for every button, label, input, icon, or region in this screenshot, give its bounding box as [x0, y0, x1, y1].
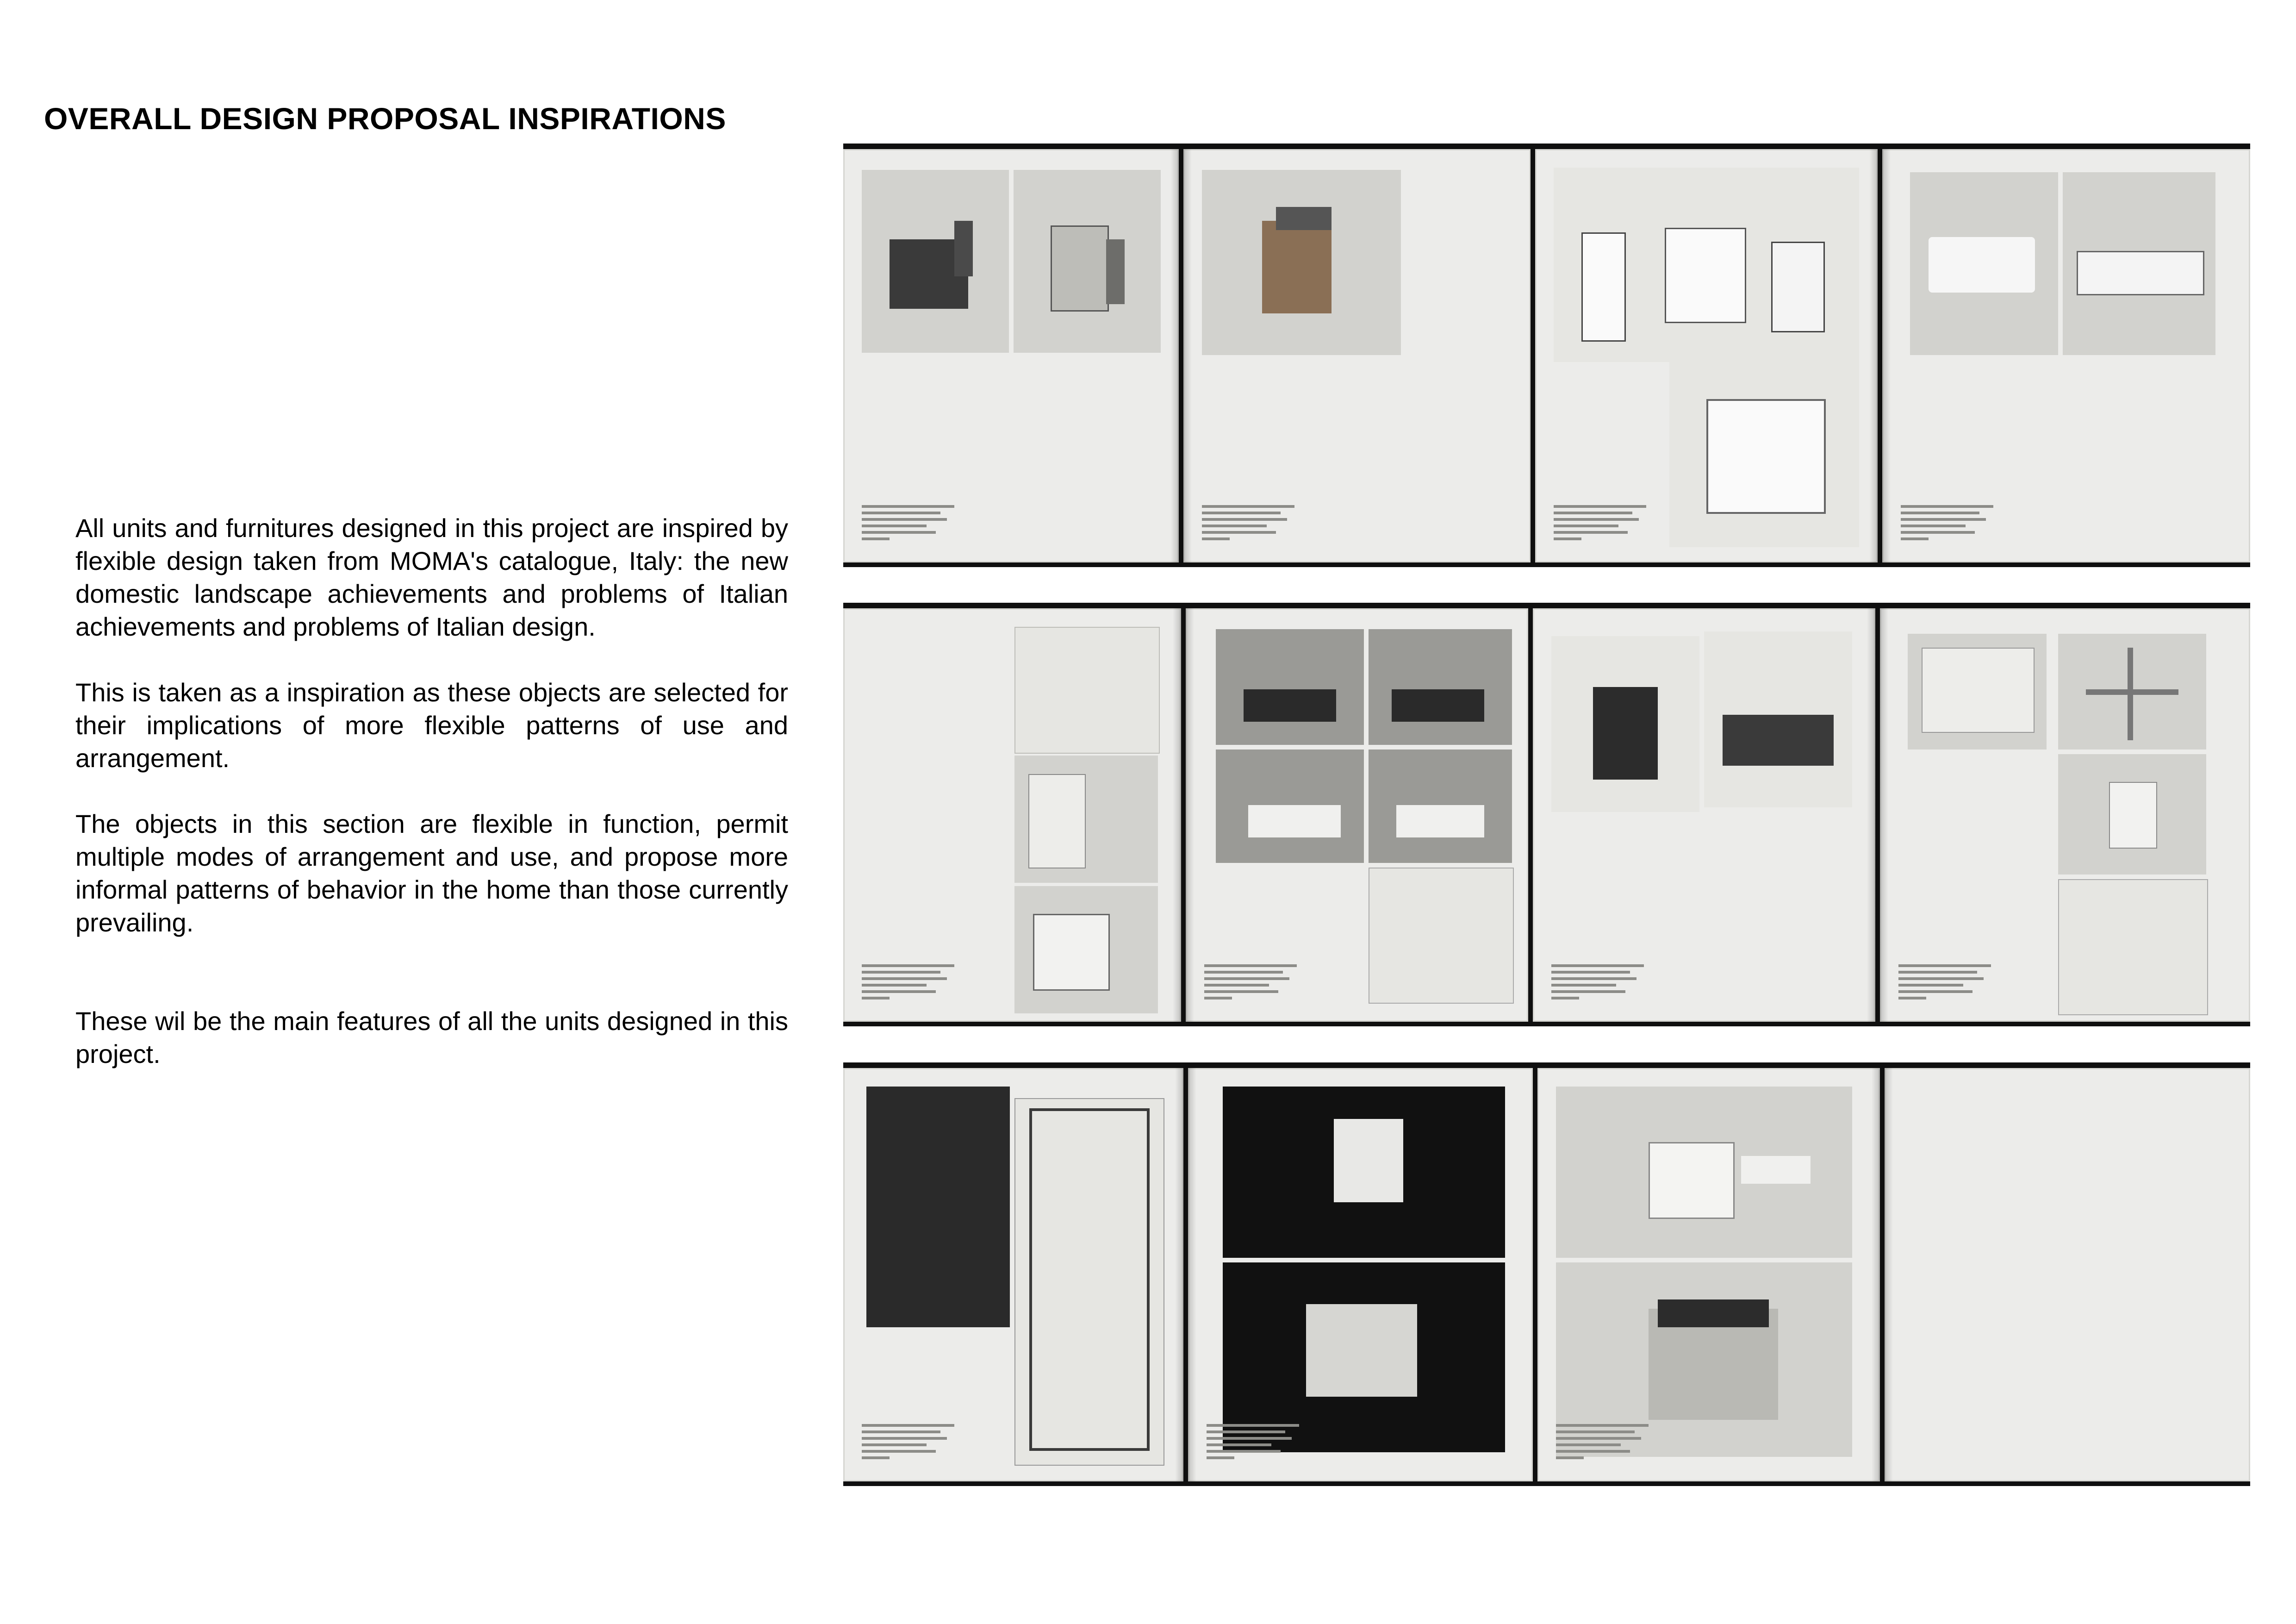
furniture-photo — [1908, 634, 2047, 750]
catalogue-page — [843, 1068, 1183, 1481]
caption-block — [1202, 501, 1294, 540]
paragraph-2: This is taken as a inspiration as these objects are selected for their implications of more flexible patterns of use and arrangement. — [75, 678, 788, 773]
scaffold-structure-photo — [1014, 1098, 1164, 1466]
page-title: OVERALL DESIGN PROPOSAL INSPIRATIONS — [44, 101, 726, 136]
furniture-photo — [1910, 172, 2058, 355]
caption-block — [862, 961, 954, 999]
furniture-photo — [1014, 886, 1158, 1013]
catalogue-page — [1533, 608, 1875, 1022]
furniture-photo — [862, 170, 1009, 353]
furniture-photo — [2063, 172, 2215, 355]
furniture-photo — [2058, 634, 2206, 750]
furniture-photo — [1014, 756, 1158, 883]
catalogue-page — [1882, 149, 2250, 562]
catalogue-page — [1186, 608, 1528, 1022]
furniture-photo — [1369, 629, 1512, 745]
plan-drawing — [2058, 879, 2208, 1015]
catalogue-page — [1880, 608, 2250, 1022]
caption-block — [1551, 961, 1644, 999]
furniture-photo — [2058, 754, 2206, 874]
furniture-photo — [1704, 631, 1852, 807]
furniture-photo — [1014, 627, 1160, 754]
catalogue-page — [1183, 149, 1531, 562]
furniture-photo — [1202, 170, 1401, 355]
people-photo — [866, 1087, 1010, 1327]
furniture-photo — [1369, 750, 1512, 863]
caption-block — [1554, 501, 1646, 540]
paragraph-4: These wil be the main features of all the units designed in this project. — [75, 1006, 788, 1068]
catalogue-page — [1885, 1068, 2250, 1481]
caption-block — [1207, 1420, 1299, 1459]
catalogue-page — [843, 608, 1181, 1022]
caption-block — [1556, 1420, 1649, 1459]
catalogue-page — [1537, 1068, 1880, 1481]
catalogue-strip-2 — [843, 603, 2250, 1026]
furniture-photo — [1216, 629, 1364, 745]
furniture-photo — [1216, 750, 1364, 863]
furniture-photo — [1551, 636, 1699, 812]
furniture-photo — [1669, 362, 1859, 547]
catalogue-page — [1188, 1068, 1533, 1481]
catalogue-strip-3 — [843, 1062, 2250, 1486]
caption-block — [1898, 961, 1991, 999]
catalogue-page — [843, 149, 1179, 562]
caption-block — [1204, 961, 1297, 999]
catalogue-page — [1535, 149, 1878, 562]
caption-block — [862, 501, 954, 540]
catalogue-strip-1 — [843, 144, 2250, 567]
plan-drawing — [1369, 868, 1514, 1004]
paragraph-3: The objects in this section are flexible in function, permit multiple modes of arrangement and use, and propose more informal patterns of behavior in the home than those currently prevailing. — [75, 809, 788, 937]
caption-block — [862, 1420, 954, 1459]
description-text — [75, 512, 788, 1070]
caption-block — [1901, 501, 1993, 540]
furniture-photo — [1556, 1087, 1852, 1258]
furniture-photo — [1554, 168, 1859, 362]
paragraph-1: All units and furnitures designed in this project are inspired by flexible design taken from MOMA's catalogue, Italy: the new domestic landscape achievements and problems of Italian achievements and problems of Italian design. — [75, 513, 788, 641]
furniture-photo — [1014, 170, 1161, 353]
furniture-photo — [1223, 1087, 1505, 1258]
